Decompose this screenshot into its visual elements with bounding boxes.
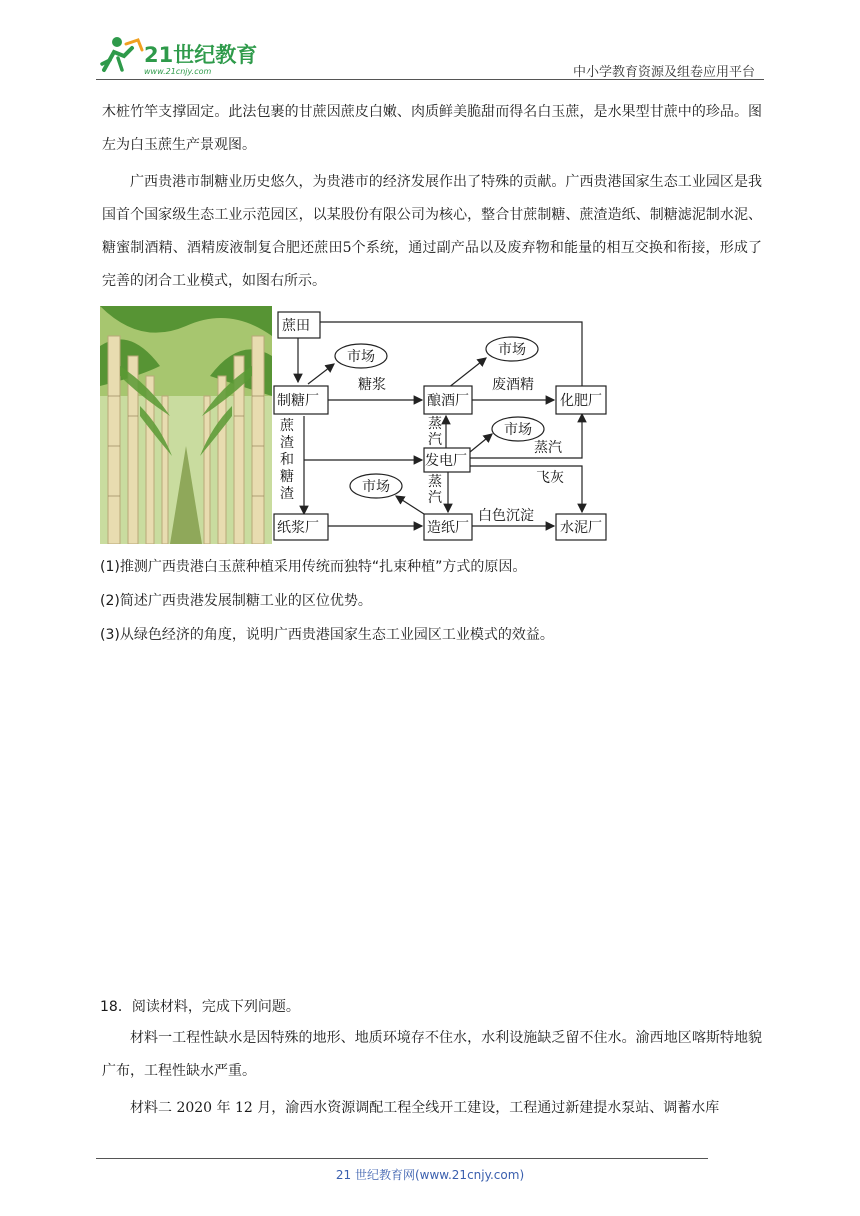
label-bagasse-1: 蔗 (280, 418, 294, 434)
paragraph-2: 广西贵港市制糖业历史悠久，为贵港市的经济发展作出了特殊的贡献。广西贵港国家生态工业园区是我国首个国家级生态工业示范园区，以某股份有限公司为核心，整合甘蔗制糖、蔗渣造纸、制糖滤泥制水泥、糖蜜制酒精、酒精废液制复合肥还蔗田5个系统，通过副产品以及废弃物和能量的相互交换和衔接，形成了完善的闭合工业模式，如图右所示。 (102, 174, 762, 289)
node-pulp-mill: 纸浆厂 (277, 520, 319, 536)
platform-title: 中小学教育资源及组卷应用平台 (572, 65, 755, 80)
label-steam: 蒸汽 (534, 440, 562, 456)
node-market: 市场 (362, 479, 390, 495)
logo-url: www.21cnjy.com (144, 67, 212, 76)
label-steam-vertical-1: 蒸 (428, 416, 442, 432)
question-3: (3)从绿色经济的角度，说明广西贵港国家生态工业园区工业模式的效益。 (100, 627, 554, 643)
question-18-title: 18．阅读材料，完成下列问题。 (100, 999, 300, 1015)
site-logo (96, 34, 266, 78)
node-fertilizer: 化肥厂 (560, 393, 602, 409)
node-cement: 水泥厂 (560, 520, 602, 536)
question-1: (1)推测广西贵港白玉蔗种植采用传统而独特“扎束种植”方式的原因。 (100, 559, 527, 575)
label-bagasse-2: 渣 (280, 435, 294, 451)
header-divider (96, 79, 764, 80)
label-fly-ash: 飞灰 (536, 470, 564, 486)
node-sugar-mill: 制糖厂 (277, 393, 319, 409)
label-bagasse-4: 糖 (280, 469, 294, 485)
node-market: 市场 (347, 349, 375, 365)
label-bagasse-3: 和 (280, 452, 294, 468)
label-waste-alcohol: 废酒精 (492, 377, 534, 393)
label-white-sediment: 白色沉淀 (478, 508, 534, 524)
paragraph-1: 木桩竹竿支撑固定。此法包裹的甘蔗因蔗皮白嫩、肉质鲜美脆甜而得名白玉蔗，是水果型甘蔗中的珍品。图左为白玉蔗生产景观图。 (102, 104, 762, 153)
node-market: 市场 (504, 422, 532, 438)
node-market: 市场 (498, 342, 526, 358)
industrial-flow-diagram (272, 306, 612, 544)
label-bagasse-5: 渣 (280, 486, 294, 502)
label-steam-vertical-2: 汽 (428, 490, 442, 506)
footer-text: 21 世纪教育网(www.21cnjy.com) (335, 1168, 525, 1182)
question-2: (2)简述广西贵港发展制糖工业的区位优势。 (100, 593, 372, 609)
footer-divider (96, 1158, 708, 1159)
material-1: 材料一工程性缺水是因特殊的地形、地质环境存不住水，水利设施缺乏留不住水。渝西地区喀斯特地貌广布，工程性缺水严重。 (102, 1030, 762, 1079)
logo-text: 21世纪教育 (144, 43, 258, 67)
label-steam-vertical-1: 蒸 (428, 474, 442, 490)
node-power-plant: 发电厂 (425, 453, 467, 469)
node-winery: 酿酒厂 (427, 393, 469, 409)
node-paper-mill: 造纸厂 (427, 520, 469, 536)
label-steam-vertical-2: 汽 (428, 432, 442, 448)
material-2: 材料二 2020 年 12 月，渝西水资源调配工程全线开工建设，工程通过新建提水泵站、调蓄水库 (130, 1100, 720, 1116)
label-molasses: 糖浆 (358, 377, 386, 393)
sugarcane-field-photo (100, 306, 272, 544)
node-cane-field: 蔗田 (282, 318, 310, 334)
